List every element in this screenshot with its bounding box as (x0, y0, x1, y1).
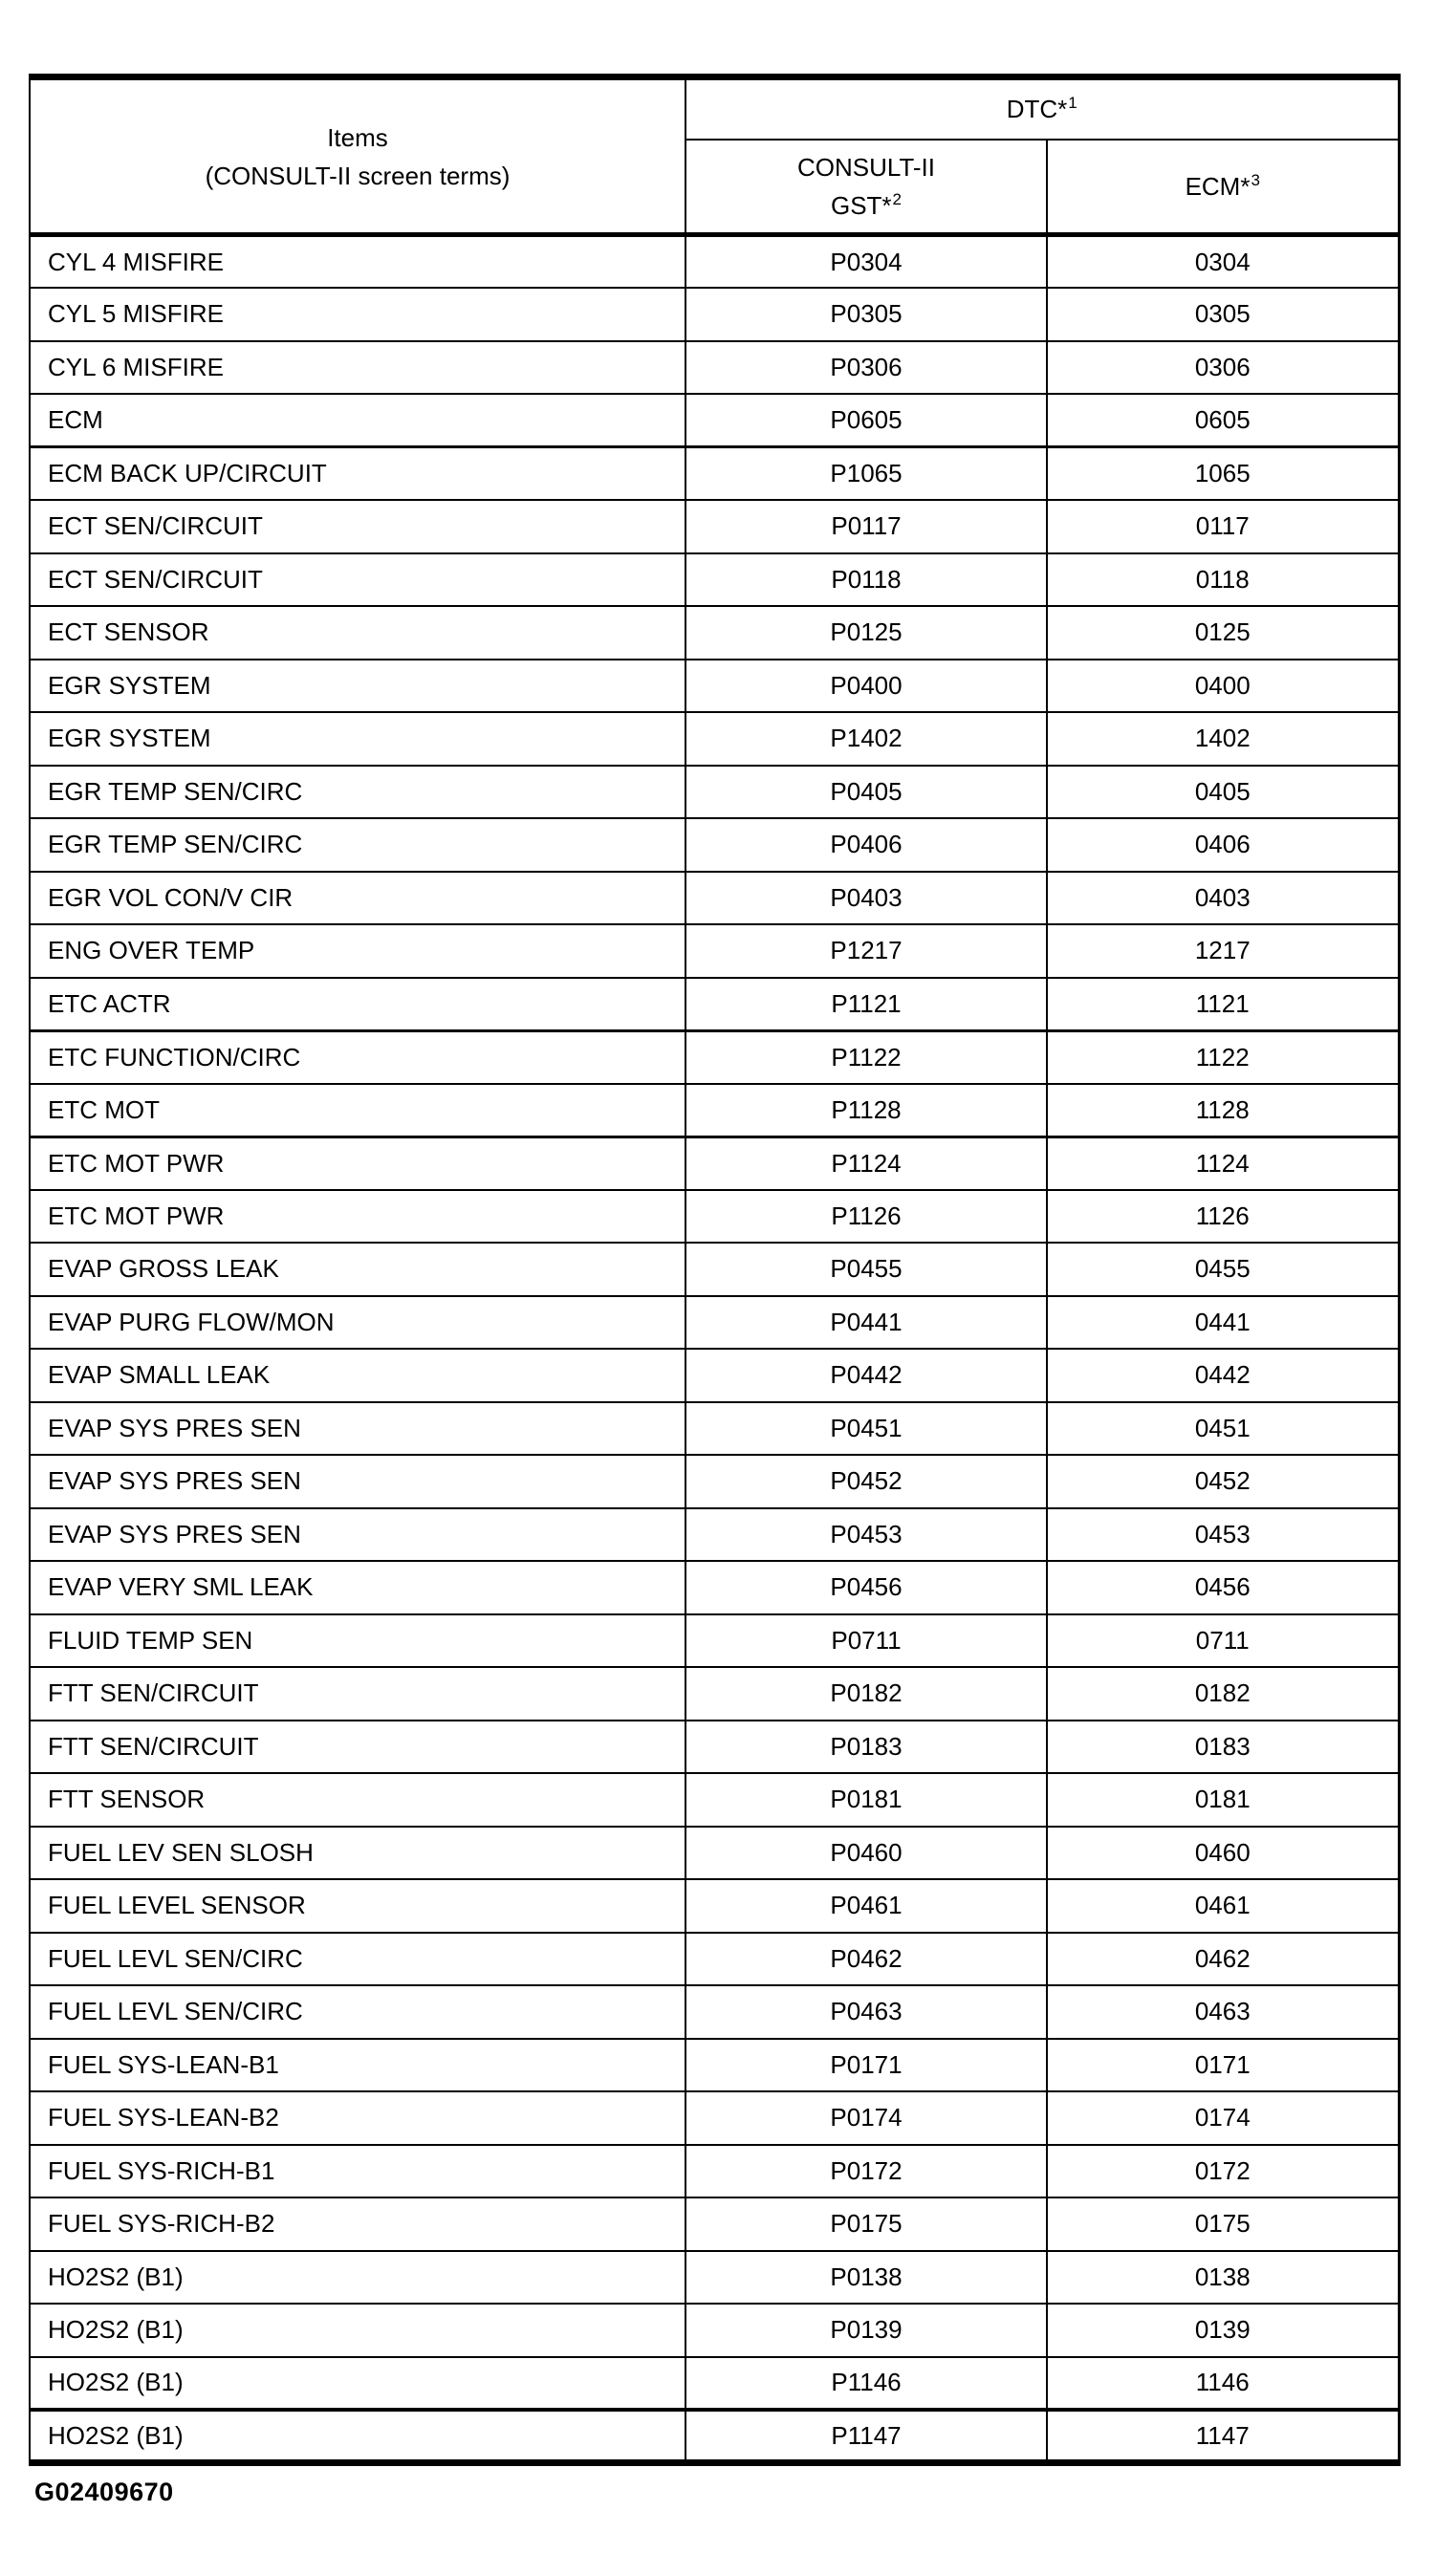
consult-gst-code-cell: P0463 (685, 1985, 1047, 2039)
items-column-header (30, 77, 685, 235)
dtc-table-header (30, 77, 1399, 235)
ecm-code-cell: 0182 (1047, 1667, 1399, 1721)
ecm-code-cell: 0461 (1047, 1879, 1399, 1933)
ecm-code-cell: 0403 (1047, 872, 1399, 925)
item-cell: EVAP SYS PRES SEN (30, 1508, 685, 1562)
table-row (30, 1084, 1399, 1137)
consult-gst-code-cell: P1128 (685, 1084, 1047, 1137)
ecm-code-cell: 0405 (1047, 766, 1399, 819)
consult-gst-code-cell: P0125 (685, 606, 1047, 660)
consult-gst-code-cell: P0117 (685, 500, 1047, 553)
item-cell: CYL 6 MISFIRE (30, 341, 685, 395)
item-cell: EVAP GROSS LEAK (30, 1243, 685, 1296)
table-row (30, 1296, 1399, 1350)
ecm-code-cell: 1128 (1047, 1084, 1399, 1137)
gst-header-line1: CONSULT-II (797, 152, 935, 182)
item-cell: EGR SYSTEM (30, 660, 685, 713)
item-cell: EGR TEMP SEN/CIRC (30, 818, 685, 872)
consult-gst-code-cell: P0451 (685, 1402, 1047, 1456)
ecm-code-cell: 0605 (1047, 394, 1399, 447)
dtc-label: DTC* (1006, 94, 1068, 123)
dtc-table-body (30, 235, 1399, 2463)
gst-footnote-superscript: 2 (892, 190, 903, 209)
table-row (30, 924, 1399, 978)
table-row (30, 2145, 1399, 2198)
item-cell: ETC MOT (30, 1084, 685, 1137)
consult-gst-code-cell: P0171 (685, 2039, 1047, 2092)
item-cell: HO2S2 (B1) (30, 2357, 685, 2411)
ecm-code-cell: 1146 (1047, 2357, 1399, 2411)
table-row (30, 766, 1399, 819)
table-row (30, 288, 1399, 341)
ecm-footnote-superscript: 3 (1251, 171, 1260, 190)
consult-gst-code-cell: P0139 (685, 2304, 1047, 2357)
ecm-code-cell: 1402 (1047, 712, 1399, 766)
ecm-code-cell: 1124 (1047, 1136, 1399, 1190)
item-cell: ECT SEN/CIRCUIT (30, 553, 685, 607)
table-row (30, 1827, 1399, 1880)
table-row (30, 1933, 1399, 1986)
ecm-code-cell: 0172 (1047, 2145, 1399, 2198)
consult-gst-code-cell: P0406 (685, 818, 1047, 872)
ecm-code-cell: 0462 (1047, 1933, 1399, 1986)
consult-gst-code-cell: P0304 (685, 235, 1047, 289)
ecm-column-header (1047, 140, 1399, 235)
consult-gst-code-cell: P0138 (685, 2251, 1047, 2305)
ecm-code-cell: 0117 (1047, 500, 1399, 553)
consult-gst-code-cell: P0400 (685, 660, 1047, 713)
table-row (30, 341, 1399, 395)
table-row (30, 606, 1399, 660)
item-cell: ETC ACTR (30, 978, 685, 1031)
consult-gst-code-cell: P0181 (685, 1773, 1047, 1827)
item-cell: EGR TEMP SEN/CIRC (30, 766, 685, 819)
ecm-label: ECM* (1185, 171, 1251, 201)
consult-gst-code-cell: P0183 (685, 1721, 1047, 1774)
consult-gst-code-cell: P0456 (685, 1561, 1047, 1614)
consult-gst-code-cell: P0175 (685, 2197, 1047, 2251)
item-cell: FTT SEN/CIRCUIT (30, 1667, 685, 1721)
ecm-code-cell: 0175 (1047, 2197, 1399, 2251)
table-row (30, 1561, 1399, 1614)
ecm-code-cell: 1121 (1047, 978, 1399, 1031)
consult-gst-code-cell: P1121 (685, 978, 1047, 1031)
table-row (30, 1402, 1399, 1456)
ecm-code-cell: 0171 (1047, 2039, 1399, 2092)
table-row (30, 1243, 1399, 1296)
ecm-code-cell: 0441 (1047, 1296, 1399, 1350)
table-row (30, 1455, 1399, 1508)
table-row (30, 394, 1399, 447)
ecm-code-cell: 0118 (1047, 553, 1399, 607)
consult-gst-code-cell: P1122 (685, 1030, 1047, 1084)
table-row (30, 1508, 1399, 1562)
table-row (30, 2197, 1399, 2251)
ecm-code-cell: 0460 (1047, 1827, 1399, 1880)
ecm-code-cell: 0305 (1047, 288, 1399, 341)
item-cell: FUEL SYS-RICH-B1 (30, 2145, 685, 2198)
consult-gst-code-cell: P0174 (685, 2091, 1047, 2145)
ecm-code-cell: 0400 (1047, 660, 1399, 713)
consult-gst-code-cell: P0118 (685, 553, 1047, 607)
item-cell: FUEL SYS-RICH-B2 (30, 2197, 685, 2251)
item-cell: EGR SYSTEM (30, 712, 685, 766)
table-row (30, 1614, 1399, 1668)
item-cell: HO2S2 (B1) (30, 2410, 685, 2463)
ecm-code-cell: 1217 (1047, 924, 1399, 978)
item-cell: EVAP VERY SML LEAK (30, 1561, 685, 1614)
ecm-code-cell: 0455 (1047, 1243, 1399, 1296)
dtc-footnote-superscript: 1 (1068, 94, 1077, 113)
consult-gst-code-cell: P1217 (685, 924, 1047, 978)
item-cell: EGR VOL CON/V CIR (30, 872, 685, 925)
consult-gst-code-cell: P0442 (685, 1349, 1047, 1402)
item-cell: ETC MOT PWR (30, 1136, 685, 1190)
table-row (30, 712, 1399, 766)
item-cell: HO2S2 (B1) (30, 2251, 685, 2305)
gst-label: GST* (830, 190, 892, 220)
consult-gst-code-cell: P1402 (685, 712, 1047, 766)
consult-gst-code-cell: P0462 (685, 1933, 1047, 1986)
item-cell: ECM (30, 394, 685, 447)
ecm-code-cell: 0138 (1047, 2251, 1399, 2305)
item-cell: FLUID TEMP SEN (30, 1614, 685, 1668)
gst-header-line2 (686, 186, 1046, 225)
table-row (30, 1190, 1399, 1244)
table-row (30, 1030, 1399, 1084)
table-row (30, 1667, 1399, 1721)
item-cell: ETC MOT PWR (30, 1190, 685, 1244)
item-cell: EVAP SMALL LEAK (30, 1349, 685, 1402)
table-row (30, 2357, 1399, 2411)
item-cell: ECM BACK UP/CIRCUIT (30, 447, 685, 501)
consult-gst-code-cell: P0306 (685, 341, 1047, 395)
ecm-code-cell: 1122 (1047, 1030, 1399, 1084)
ecm-code-cell: 0442 (1047, 1349, 1399, 1402)
ecm-code-cell: 0304 (1047, 235, 1399, 289)
ecm-code-cell: 0463 (1047, 1985, 1399, 2039)
consult-gst-code-cell: P0172 (685, 2145, 1047, 2198)
table-row (30, 818, 1399, 872)
consult-gst-column-header (685, 140, 1047, 235)
items-header-line2: (CONSULT-II screen terms) (205, 161, 511, 190)
consult-gst-code-cell: P0405 (685, 766, 1047, 819)
consult-gst-code-cell: P1124 (685, 1136, 1047, 1190)
consult-gst-code-cell: P0305 (685, 288, 1047, 341)
ecm-code-cell: 0125 (1047, 606, 1399, 660)
ecm-code-cell: 1065 (1047, 447, 1399, 501)
item-cell: FUEL LEVEL SENSOR (30, 1879, 685, 1933)
consult-gst-code-cell: P0182 (685, 1667, 1047, 1721)
table-row (30, 500, 1399, 553)
consult-gst-code-cell: P0403 (685, 872, 1047, 925)
consult-gst-code-cell: P0452 (685, 1455, 1047, 1508)
ecm-code-cell: 1147 (1047, 2410, 1399, 2463)
item-cell: FUEL LEVL SEN/CIRC (30, 1933, 685, 1986)
item-cell: FUEL LEVL SEN/CIRC (30, 1985, 685, 2039)
table-row (30, 978, 1399, 1031)
consult-gst-code-cell: P0461 (685, 1879, 1047, 1933)
item-cell: ECT SENSOR (30, 606, 685, 660)
ecm-code-cell: 0452 (1047, 1455, 1399, 1508)
item-cell: CYL 4 MISFIRE (30, 235, 685, 289)
consult-gst-code-cell: P0711 (685, 1614, 1047, 1668)
item-cell: ETC FUNCTION/CIRC (30, 1030, 685, 1084)
table-row (30, 2091, 1399, 2145)
table-row (30, 235, 1399, 289)
ecm-code-cell: 1126 (1047, 1190, 1399, 1244)
ecm-code-cell: 0183 (1047, 1721, 1399, 1774)
ecm-code-cell: 0453 (1047, 1508, 1399, 1562)
item-cell: FUEL LEV SEN SLOSH (30, 1827, 685, 1880)
ecm-code-cell: 0181 (1047, 1773, 1399, 1827)
item-cell: FTT SEN/CIRCUIT (30, 1721, 685, 1774)
ecm-code-cell: 0139 (1047, 2304, 1399, 2357)
table-row (30, 1985, 1399, 2039)
item-cell: FTT SENSOR (30, 1773, 685, 1827)
item-cell: HO2S2 (B1) (30, 2304, 685, 2357)
items-header-line1: Items (327, 122, 388, 152)
table-row (30, 2251, 1399, 2305)
ecm-code-cell: 0451 (1047, 1402, 1399, 1456)
consult-gst-code-cell: P0453 (685, 1508, 1047, 1562)
consult-gst-code-cell: P1126 (685, 1190, 1047, 1244)
table-row (30, 447, 1399, 501)
table-row (30, 1349, 1399, 1402)
consult-gst-code-cell: P1146 (685, 2357, 1047, 2411)
table-row (30, 553, 1399, 607)
consult-gst-code-cell: P1065 (685, 447, 1047, 501)
table-row (30, 1773, 1399, 1827)
consult-gst-code-cell: P0455 (685, 1243, 1047, 1296)
table-row (30, 1136, 1399, 1190)
item-cell: EVAP SYS PRES SEN (30, 1455, 685, 1508)
item-cell: ECT SEN/CIRCUIT (30, 500, 685, 553)
dtc-table (29, 74, 1401, 2466)
dtc-group-header (685, 77, 1399, 140)
ecm-code-cell: 0456 (1047, 1561, 1399, 1614)
table-row (30, 1879, 1399, 1933)
consult-gst-code-cell: P0441 (685, 1296, 1047, 1350)
table-row (30, 2304, 1399, 2357)
table-row (30, 660, 1399, 713)
figure-id: G02409670 (34, 2478, 174, 2506)
consult-gst-code-cell: P1147 (685, 2410, 1047, 2463)
ecm-code-cell: 0174 (1047, 2091, 1399, 2145)
item-cell: EVAP PURG FLOW/MON (30, 1296, 685, 1350)
item-cell: ENG OVER TEMP (30, 924, 685, 978)
item-cell: FUEL SYS-LEAN-B1 (30, 2039, 685, 2092)
table-row (30, 2410, 1399, 2463)
consult-gst-code-cell: P0605 (685, 394, 1047, 447)
table-row (30, 2039, 1399, 2092)
item-cell: CYL 5 MISFIRE (30, 288, 685, 341)
table-row (30, 872, 1399, 925)
item-cell: EVAP SYS PRES SEN (30, 1402, 685, 1456)
ecm-code-cell: 0406 (1047, 818, 1399, 872)
ecm-code-cell: 0306 (1047, 341, 1399, 395)
item-cell: FUEL SYS-LEAN-B2 (30, 2091, 685, 2145)
consult-gst-code-cell: P0460 (685, 1827, 1047, 1880)
table-row (30, 1721, 1399, 1774)
ecm-code-cell: 0711 (1047, 1614, 1399, 1668)
